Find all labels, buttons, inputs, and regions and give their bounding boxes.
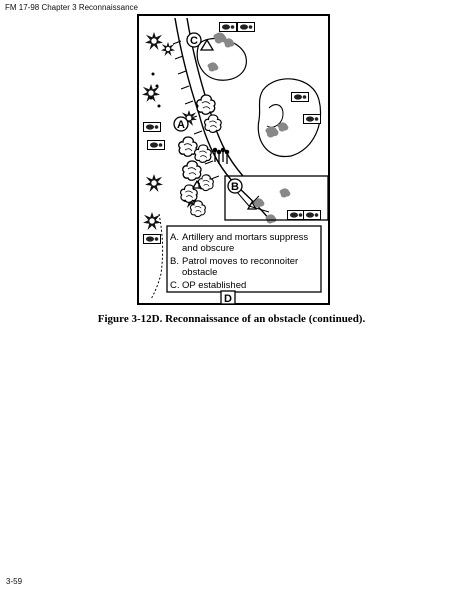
figure-drawing [137,14,330,305]
legend-a-line1: Artillery and mortars suppress [182,232,309,243]
marker-d [221,291,235,305]
legend-b-line1: Patrol moves to reconnoiter [182,256,299,267]
legend-c-line1: OP established [182,280,247,291]
legend [167,226,321,292]
page-number: 3-59 [6,577,23,586]
running-header: FM 17-98 Chapter 3 Reconnaissance [5,3,138,12]
reconnaissance-figure [137,14,330,305]
legend-b-letter: B. [170,256,179,267]
marker-d-label: D [224,293,232,305]
marker-c-label: C [190,35,198,47]
figure-caption: Figure 3-12D. Reconnaissance of an obstacle (continued). [97,313,366,325]
marker-a [174,117,188,131]
marker-b-label: B [231,181,239,193]
legend-c-letter: C. [170,280,180,291]
marker-a-label: A [177,119,185,131]
marker-b [228,179,242,193]
marker-c [187,33,201,47]
legend-a-line2: and obscure [182,243,235,254]
legend-a-letter: A. [170,232,179,243]
legend-b-line2: obstacle [182,267,218,278]
